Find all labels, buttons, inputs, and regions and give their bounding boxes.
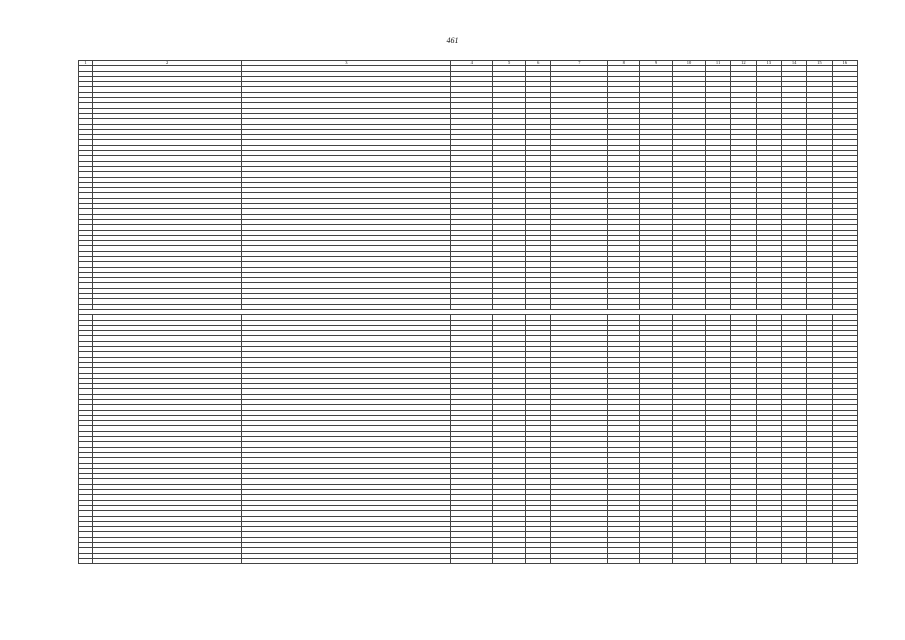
column-number-header: 6 [526, 61, 551, 66]
table-cell [781, 558, 806, 563]
table-cell [832, 558, 857, 563]
column-number-header: 11 [705, 61, 730, 66]
housing-register-table [78, 60, 858, 564]
column-number-header: 16 [832, 61, 857, 66]
column-number-header: 13 [756, 61, 781, 66]
column-number-header: 7 [551, 61, 608, 66]
table-cell [673, 558, 706, 563]
housing-register-table-wrap [78, 60, 858, 564]
table-cell [551, 558, 608, 563]
table-cell [242, 558, 451, 563]
table-cell [526, 558, 551, 563]
column-number-header: 4 [451, 61, 493, 66]
table-cell [451, 558, 493, 563]
column-number-header: 12 [731, 61, 756, 66]
column-number-header: 14 [781, 61, 806, 66]
page-number: 461 [446, 36, 459, 45]
table-cell [92, 558, 241, 563]
column-number-header: 10 [673, 61, 706, 66]
table-cell [705, 558, 730, 563]
table-cell [807, 558, 832, 563]
column-number-header: 5 [493, 61, 526, 66]
column-number-header: 8 [608, 61, 640, 66]
table-cell [756, 558, 781, 563]
column-number-header: 9 [640, 61, 673, 66]
table-cell [79, 558, 93, 563]
table-body [79, 66, 858, 564]
table-cell [493, 558, 526, 563]
column-number-header: 2 [92, 61, 241, 66]
table-cell [608, 558, 640, 563]
column-number-header: 1 [79, 61, 93, 66]
table-cell [731, 558, 756, 563]
table-row [79, 558, 858, 563]
column-number-header: 3 [242, 61, 451, 66]
table-cell [640, 558, 673, 563]
column-number-header: 15 [807, 61, 832, 66]
